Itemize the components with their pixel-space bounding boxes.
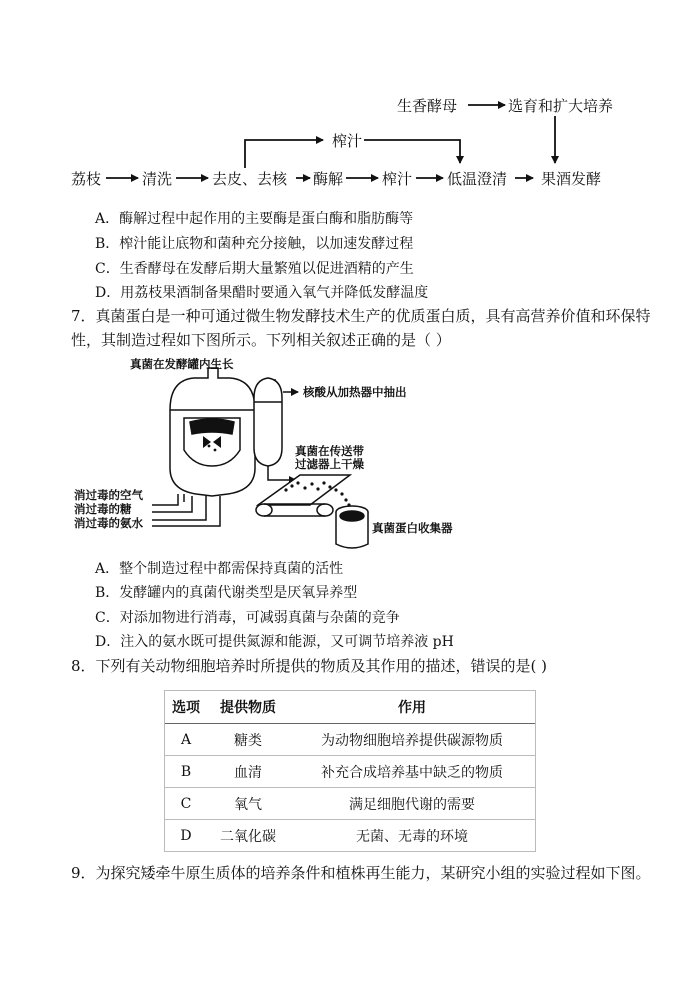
table-cell: 血清	[207, 756, 289, 788]
q6-option-d: D．用荔枝果酒制备果醋时要通入氧气并降低发酵温度	[95, 285, 429, 301]
q6-option-b: B．榨汁能让底物和菌种充分接触，以加速发酵过程	[95, 236, 414, 252]
q7-option-a: A．整个制造过程中都需保持真菌的活性	[95, 561, 344, 577]
clarify-label: 低温澄清	[447, 170, 508, 188]
q6-option-c: C．生香酵母在发酵后期大量繁殖以促进酒精的产生	[95, 261, 414, 277]
juice-label: 榨汁	[382, 170, 413, 188]
yeast-label: 生香酵母	[397, 97, 458, 115]
table-cell: 二氧化碳	[207, 820, 289, 852]
table-row	[165, 756, 535, 788]
q7-option-d: D．注入的氨水既可提供氮源和能源，又可调节培养液 pH	[95, 634, 454, 650]
q7-option-c: C．对添加物进行消毒，可减弱真菌与杂菌的竞争	[95, 610, 400, 626]
air-label: 消过毒的空气	[74, 488, 143, 502]
table-cell: 为动物细胞培养提供碳源物质	[289, 724, 535, 756]
header-function: 作用	[289, 691, 535, 724]
juice-top-label: 榨汁	[332, 132, 363, 150]
table-cell: A	[165, 724, 207, 756]
q7-stem-line1: 7．真菌蛋白是一种可通过微生物发酵技术生产的优质蛋白质，具有高营养价值和环保特	[71, 307, 651, 325]
table-cell: C	[165, 788, 207, 820]
table-cell: 补充合成培养基中缺乏的物质	[289, 756, 535, 788]
table-row	[165, 788, 535, 820]
belt-label-line2: 过滤器上干燥	[295, 457, 364, 471]
q8-stem: 8．下列有关动物细胞培养时所提供的物质及其作用的描述，错误的是( )	[71, 657, 548, 675]
table-row	[165, 724, 535, 756]
litchi-label: 荔枝	[71, 170, 102, 188]
table-row	[165, 820, 535, 852]
ferment-label: 果酒发酵	[541, 170, 602, 188]
q7-stem-line2: 性，其制造过程如下图所示。下列相关叙述正确的是（ ）	[71, 331, 451, 349]
enzyme-label: 酶解	[313, 170, 344, 188]
wash-label: 清洗	[142, 170, 173, 188]
header-option: 选项	[165, 691, 207, 724]
peel-label: 去皮、去核	[212, 170, 288, 188]
sugar-label: 消过毒的糖	[74, 502, 132, 516]
table-cell: 无菌、无毒的环境	[289, 820, 535, 852]
q7-option-b: B．发酵罐内的真菌代谢类型是厌氧异养型	[95, 585, 358, 601]
table-cell: 满足细胞代谢的需要	[289, 788, 535, 820]
q8-table-frame	[164, 690, 536, 852]
header-substance: 提供物质	[207, 691, 289, 724]
table-cell: D	[165, 820, 207, 852]
q6-option-a: A．酶解过程中起作用的主要酶是蛋白酶和脂肪酶等	[95, 211, 414, 227]
belt-label-line1: 真菌在传送带	[295, 444, 364, 458]
collector-label: 真菌蛋白收集器	[372, 521, 453, 535]
table-cell: 糖类	[207, 724, 289, 756]
table-cell: 氧气	[207, 788, 289, 820]
q8-table	[165, 691, 535, 851]
nucleic-acid-label: 核酸从加热器中抽出	[303, 385, 407, 399]
q9-stem: 9．为探究矮牵牛原生质体的培养条件和植株再生能力，某研究小组的实验过程如下图。	[71, 864, 651, 882]
table-header-row	[165, 691, 535, 724]
breeding-label: 选育和扩大培养	[508, 97, 614, 115]
fermenter-title: 真菌在发酵罐内生长	[130, 357, 234, 371]
table-cell: B	[165, 756, 207, 788]
ammonia-label: 消过毒的氨水	[74, 516, 143, 530]
